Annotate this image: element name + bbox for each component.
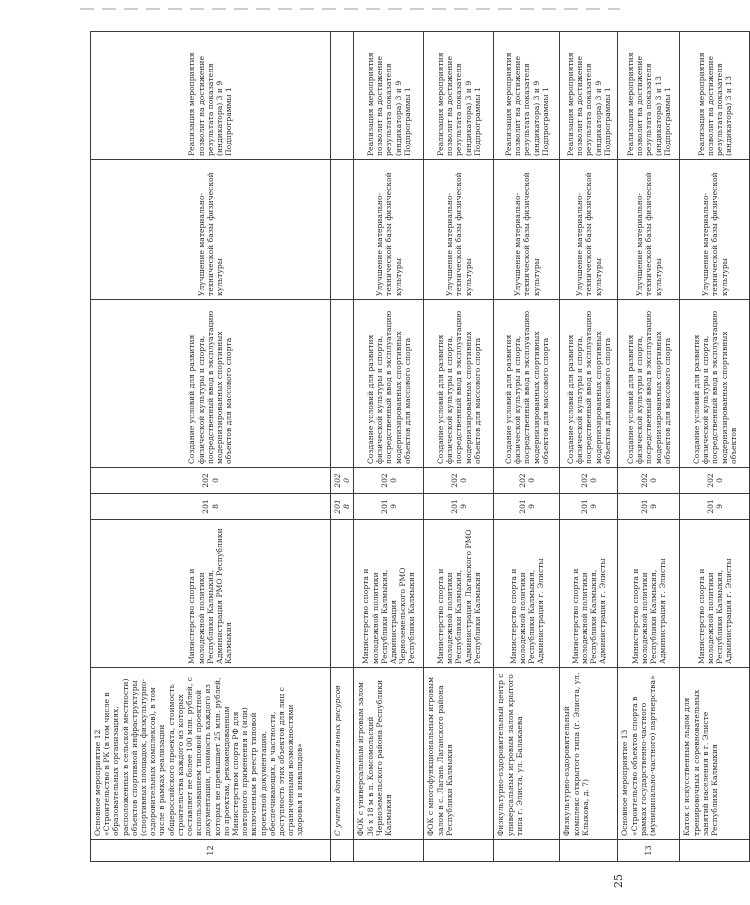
- measure-name-cell: Основное мероприятие 13 «Строительство объектов спорта в рамках государственно-частного (муниципально-частного) партнерства»: [618, 668, 680, 840]
- indicator-link-cell: Реализация мероприятия позволит на достижение результата показателя (индикатора) 3 и 13: [680, 32, 750, 160]
- direction-cell: Улучшение материально-технической базы физической культуры: [560, 160, 618, 300]
- executor-cell: Министерство спорта и молодежной политики Республики Калмыкия, Администрация Черноземельского РМО Республики Калмыкия: [354, 520, 424, 668]
- measure-name-cell: С учетом дополнительных ресурсов: [331, 668, 354, 840]
- start-year-cell: 2018: [91, 494, 331, 520]
- table-row: [331, 32, 354, 862]
- executor-cell: Министерство спорта и молодежной политики Республики Калмыкия, Администрация РМО Республики Калмыкия: [91, 520, 331, 668]
- executor-cell: Министерство спорта и молодежной политики Республики Калмыкия, Администрация Лаганского РМО Республики Калмыкия: [424, 520, 494, 668]
- row-number-cell: 12: [91, 840, 331, 862]
- end-year-cell: 2020: [618, 468, 680, 494]
- row-number-cell: [424, 840, 494, 862]
- row-number-cell: [494, 840, 560, 862]
- rotated-table-wrapper: [90, 32, 738, 862]
- measure-name-cell: ФОК с универсальным игровым залом 36 х 18 м в п. Комсомольский Черноземельского района Республики Калмыкия: [354, 668, 424, 840]
- expected-result-cell: Создание условий для развития физической культуры и спорта, посредственный ввод в эксплуатацию модернизированных спортивных объектов для массового спорта: [560, 300, 618, 468]
- row-number-cell: [331, 840, 354, 862]
- measure-name-cell: Физкультурно-оздоровительный комплекс открытого типа (г. Элиста, ул. Клыкова, д. 7): [560, 668, 618, 840]
- page-number: 25: [612, 874, 625, 888]
- end-year-cell: 2020: [331, 468, 354, 494]
- expected-result-cell: Создание условий для развития физической культуры и спорта, посредственный ввод в эксплуатацию модернизированных спортивных объектов для массового спорта: [424, 300, 494, 468]
- start-year-cell: 2019: [680, 494, 750, 520]
- indicator-link-cell: Реализация мероприятия позволит на достижение результата показателя (индикатора) 3 и 9 Подпрограммы 1: [354, 32, 424, 160]
- direction-cell: Улучшение материально-технической базы физической культуры: [424, 160, 494, 300]
- table-row: [494, 32, 560, 862]
- measure-name-cell: Каток с искусственным льдом для тренировочных и соревновательных занятий населения в г. Элисте Республики Калмыкия: [680, 668, 750, 840]
- executor-cell: [331, 520, 354, 668]
- table-row: [680, 32, 750, 862]
- direction-cell: Улучшение материально-технической базы физической культуры: [91, 160, 331, 300]
- row-number-cell: [680, 840, 750, 862]
- direction-cell: Улучшение материально-технической базы физической культуры: [618, 160, 680, 300]
- table-row: [354, 32, 424, 862]
- indicator-link-cell: Реализация мероприятия позволит на достижение результата показателя (индикатора) 3 и 9 Подпрограммы 1: [560, 32, 618, 160]
- row-number-cell: [354, 840, 424, 862]
- end-year-cell: 2020: [494, 468, 560, 494]
- indicator-link-cell: [331, 32, 354, 160]
- start-year-cell: 2019: [354, 494, 424, 520]
- measure-name-cell: Физкультурно-оздоровительный центр с универсальным игровым залом крытого типа г. Элиста, ул. Балакаева: [494, 668, 560, 840]
- row-number-cell: [560, 840, 618, 862]
- expected-result-cell: [331, 300, 354, 468]
- start-year-cell: 2018: [331, 494, 354, 520]
- expected-result-cell: Создание условий для развития физической культуры и спорта, посредственный ввод в эксплуатацию модернизированных спортивных объектов для массового спорта: [354, 300, 424, 468]
- table-row: [560, 32, 618, 862]
- indicator-link-cell: Реализация мероприятия позволит на достижение результата показателя (индикатора) 3 и 9 Подпрограммы 1: [91, 32, 331, 160]
- indicator-link-cell: Реализация мероприятия позволит на достижение результата показателя (индикатора) 3 и 9 Подпрограммы 1: [494, 32, 560, 160]
- end-year-cell: 2020: [91, 468, 331, 494]
- indicator-link-cell: Реализация мероприятия позволит на достижение результата показателя (индикатора) 3 и 13 Подпрограммы 1: [618, 32, 680, 160]
- end-year-cell: 2020: [424, 468, 494, 494]
- measures-table-body: [91, 32, 750, 862]
- start-year-cell: 2019: [494, 494, 560, 520]
- expected-result-cell: Создание условий для развития физической культуры и спорта, посредственный ввод в эксплуатацию модернизированных спортивных объектов для массового спорта: [494, 300, 560, 468]
- scan-artifact-line: [80, 8, 620, 10]
- executor-cell: Министерство спорта и молодежной политики Республики Калмыкия, Администрация г. Элисты: [680, 520, 750, 668]
- table-row: [424, 32, 494, 862]
- direction-cell: Улучшение материально-технической базы физической культуры: [680, 160, 750, 300]
- direction-cell: Улучшение материально-технической базы физической культуры: [494, 160, 560, 300]
- direction-cell: Улучшение материально-технической базы физической культуры: [354, 160, 424, 300]
- end-year-cell: 2020: [354, 468, 424, 494]
- end-year-cell: 2020: [680, 468, 750, 494]
- measures-table: [90, 31, 750, 862]
- executor-cell: Министерство спорта и молодежной политики Республики Калмыкия, Администрация г. Элисты: [560, 520, 618, 668]
- indicator-link-cell: Реализация мероприятия позволит на достижение результата показателя (индикатора) 3 и 9 Подпрограммы 1: [424, 32, 494, 160]
- direction-cell: [331, 160, 354, 300]
- expected-result-cell: Создание условий для развития физической культуры и спорта, посредственный ввод в эксплуатацию модернизированных спортивных объектов: [680, 300, 750, 468]
- expected-result-cell: Создание условий для развития физической культуры и спорта, посредственный ввод в эксплуатацию модернизированных спортивных объектов для массового спорта: [618, 300, 680, 468]
- expected-result-cell: Создание условий для развития физической культуры и спорта, посредственный ввод в эксплуатацию модернизированных спортивных объектов для массового спорта: [91, 300, 331, 468]
- end-year-cell: 2020: [560, 468, 618, 494]
- start-year-cell: 2019: [560, 494, 618, 520]
- executor-cell: Министерство спорта и молодежной политики Республики Калмыкия, Администрация г. Элисты: [618, 520, 680, 668]
- row-number-cell: 13: [618, 840, 680, 862]
- start-year-cell: 2019: [424, 494, 494, 520]
- start-year-cell: 2019: [618, 494, 680, 520]
- executor-cell: Министерство спорта и молодежной политики Республики Калмыкия, Администрация г. Элисты: [494, 520, 560, 668]
- table-row: [618, 32, 680, 862]
- measure-name-cell: ФОК с многофункциональным игровым залом в с. Лагань Лаганского района Республики Калмыкия: [424, 668, 494, 840]
- table-row: [91, 32, 331, 862]
- measure-name-cell: Основное мероприятие 12 «Строительство в РК (в том числе в образовательных организациях, расположенных в сельской местности) объектов спортивной инфраструктуры (спортивных площадок, физкультурно-оздоровительных комплексов), в том числе в рамках реализации общероссийского проекта, стоимость строительства каждого из которых составляет не более 100 млн. рублей, с использованием типовой проектной документации, стоимость каждого из которых не превышает 25 млн. рублей, по проектам, рекомендованным Министерством спорта РФ для повторного применения и (или) включенным в реестр типовой проектной документации, обеспечивающих, в частности, доступность этих объектов для лиц с ограниченными возможностями здоровья и инвалидов»: [91, 668, 331, 840]
